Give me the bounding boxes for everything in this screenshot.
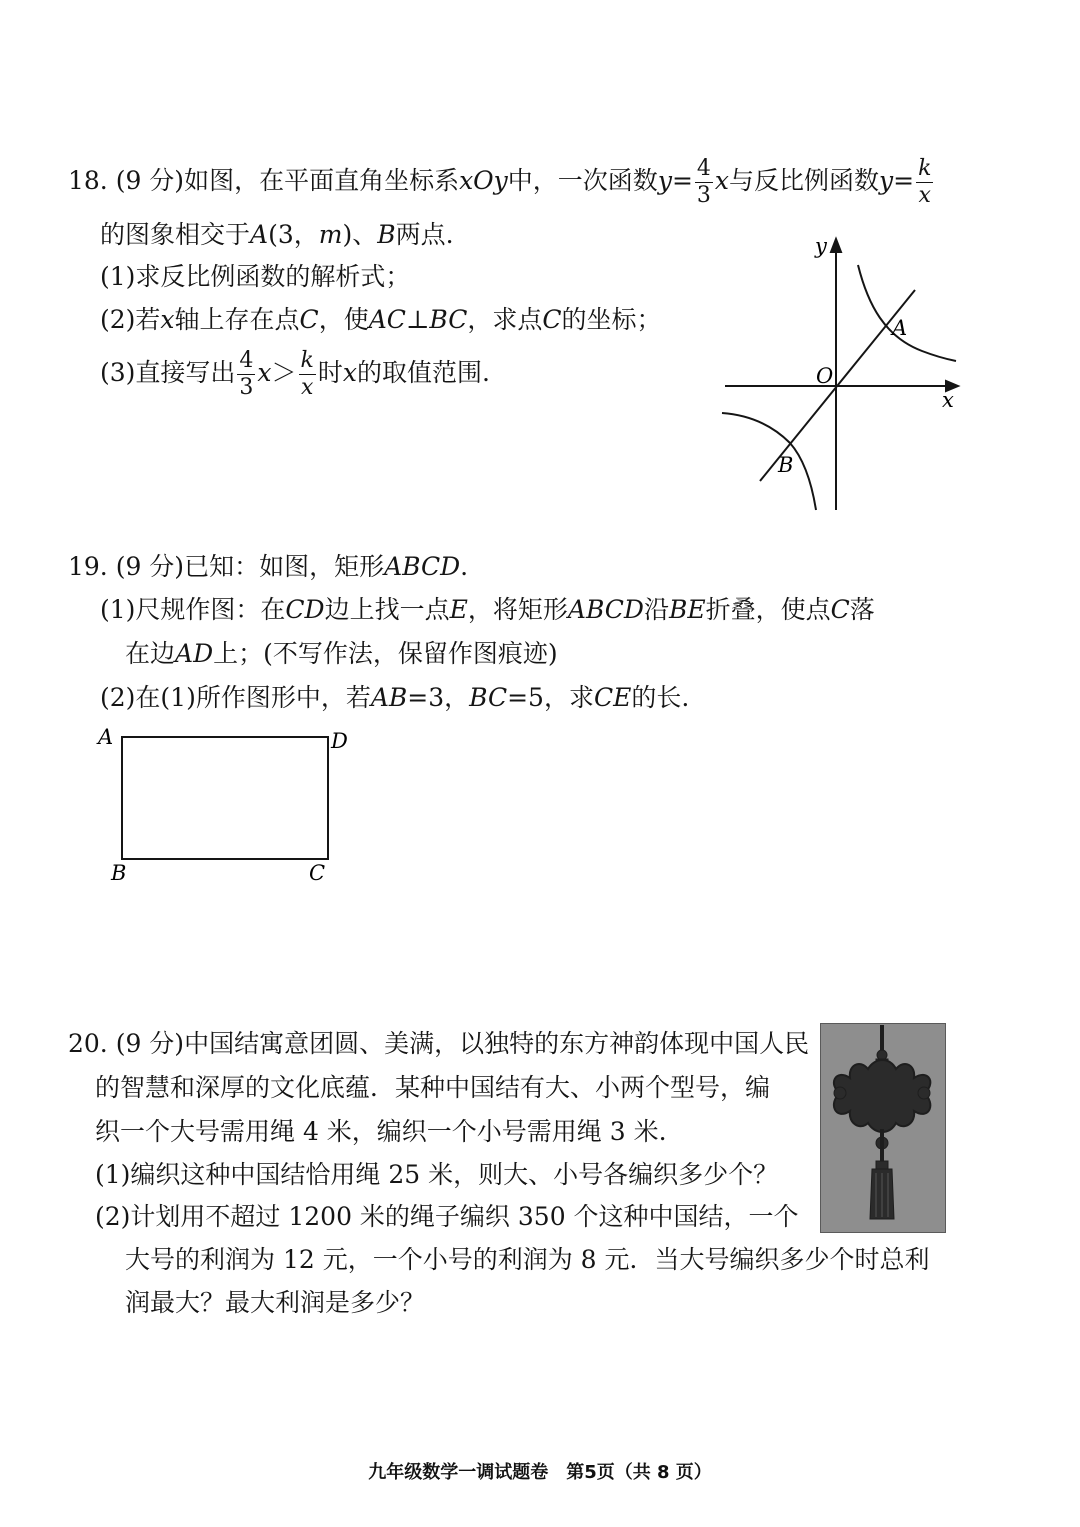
- q20-line1: 20. (9 分)中国结寓意团圆、美满，以独特的东方神韵体现中国人民: [68, 1029, 810, 1058]
- vertex-d-label: D: [331, 729, 348, 753]
- rectangle-abcd: [122, 737, 328, 859]
- point-b-label: B: [778, 453, 794, 477]
- hyperbola-branch-q3: [722, 413, 816, 510]
- q18-part1: (1)求反比例函数的解析式；: [100, 262, 411, 291]
- vertex-b-label: B: [111, 861, 127, 885]
- q20-line3: 织一个大号需用绳 4 米，编织一个小号需用绳 3 米.: [95, 1117, 667, 1146]
- fraction-4-3: $\frac{4}{3}$: [696, 156, 711, 208]
- q20-part1: (1)编织这种中国结恰用绳 25 米，则大、小号各编织多少个？: [95, 1160, 779, 1189]
- vertex-a-label: A: [98, 725, 114, 749]
- q19-part2: (2)在(1)所作图形中，若AB=3，BC=5，求CE的长.: [100, 683, 690, 712]
- fraction-k-x: $\frac{k}{x}$: [918, 156, 932, 208]
- vertex-c-label: C: [309, 861, 326, 885]
- q19-part1-line2: 在边AD上；(不写作法，保留作图痕迹): [125, 639, 558, 668]
- hyperbola-branch-q1: [858, 265, 956, 361]
- fraction-k-x: $\frac{k}{x}$: [300, 348, 314, 400]
- q18-line2: 的图象相交于A(3，m)、B两点.: [100, 220, 454, 249]
- chinese-knot-photo: [820, 1023, 946, 1233]
- q18-part3: (3)直接写出 $\frac{4}{3}$ x＞ $\frac{k}{x}$ 时x的取值范围.: [100, 348, 490, 400]
- q20-line2: 的智慧和深厚的文化底蕴．某种中国结有大、小两个型号，编: [95, 1073, 771, 1102]
- y-axis-label: y: [815, 234, 827, 258]
- x-axis-label: x: [942, 388, 954, 412]
- q20-part2-line2: 大号的利润为 12 元，一个小号的利润为 8 元．当大号编织多少个时总利: [125, 1245, 930, 1274]
- q20-part2-line1: (2)计划用不超过 1200 米的绳子编织 350 个这种中国结，一个: [95, 1202, 799, 1231]
- q19-rectangle-figure: [95, 722, 365, 887]
- q19-line1: 19. (9 分)已知：如图，矩形ABCD.: [68, 552, 469, 581]
- origin-label: O: [816, 364, 834, 388]
- q19-part1-line1: (1)尺规作图：在CD边上找一点E，将矩形ABCD沿BE折叠，使点C落: [100, 595, 875, 624]
- q18-line1: 18. (9 分)如图，在平面直角坐标系xOy中，一次函数y= $\frac{4}{3}$ x与反比例函数y= $\frac{k}{x}$: [68, 156, 932, 208]
- page-footer: 九年级数学一调试题卷 第5页（共 8 页）: [368, 1462, 712, 1483]
- fraction-4-3: $\frac{4}{3}$: [239, 348, 254, 400]
- point-a-label: A: [892, 316, 908, 340]
- q18-graph: [710, 225, 970, 520]
- q20-part2-line3: 润最大？最大利润是多少？: [125, 1288, 426, 1317]
- y-axis-arrow: [831, 239, 841, 252]
- q18-part2: (2)若x轴上存在点C，使AC⊥BC，求点C的坐标；: [100, 305, 662, 334]
